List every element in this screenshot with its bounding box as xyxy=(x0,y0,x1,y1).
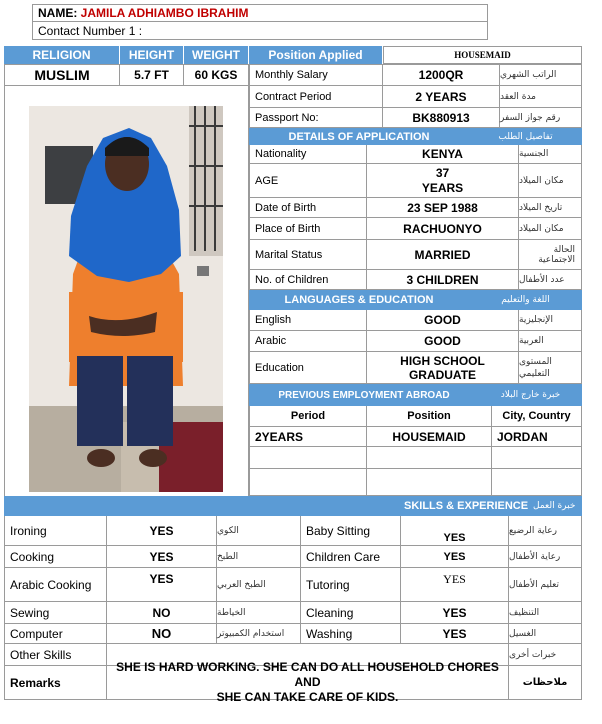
employment-header xyxy=(249,384,582,406)
skill-row xyxy=(4,568,582,602)
education-label: Education xyxy=(249,352,367,384)
remarks-text xyxy=(107,660,509,704)
weight-header: WEIGHT xyxy=(184,46,248,64)
employment-location: JORDAN xyxy=(492,427,582,447)
languages-title: LANGUAGES & EDUCATION xyxy=(284,294,434,306)
employment-period: 2YEARS xyxy=(249,427,367,447)
education-arabic xyxy=(519,352,582,384)
remarks-arabic: ملاحظات xyxy=(509,666,582,700)
employment-title-arabic: خبرة خارج البلاد xyxy=(500,390,561,400)
marital-label: Marital Status xyxy=(249,240,367,270)
skill-cooking-value: YES xyxy=(107,546,217,568)
nationality-arabic: الجنسية xyxy=(519,145,582,164)
weight-value: 60 KGS xyxy=(184,64,249,86)
skill-cleaning-value: YES xyxy=(401,602,509,624)
skills-title-arabic: خبرة العمل xyxy=(533,501,576,511)
pob-label: Place of Birth xyxy=(249,218,367,240)
position-applied-label: Position Applied xyxy=(249,46,383,64)
name-box xyxy=(32,4,488,22)
pob-row xyxy=(249,218,582,240)
nationality-label: Nationality xyxy=(249,145,367,164)
languages-title-arabic: اللغة والتعليم xyxy=(501,295,550,305)
age-unit: YEARS xyxy=(421,180,464,195)
photo-illustration xyxy=(29,106,223,492)
skill-arabiccooking-arabic: الطبخ العربي xyxy=(217,568,301,602)
age-label: AGE xyxy=(249,164,367,198)
english-value: GOOD xyxy=(367,310,519,331)
education-line1: HIGH SCHOOL xyxy=(400,353,485,368)
other-skills-arabic: خبرات أخرى xyxy=(509,644,582,666)
skill-row xyxy=(4,602,582,624)
skill-arabiccooking-value: YES xyxy=(107,568,217,602)
empty-cell xyxy=(249,469,367,496)
marital-row xyxy=(249,240,582,270)
nationality-row xyxy=(249,145,582,164)
arabic-value: GOOD xyxy=(367,331,519,352)
employment-empty-row xyxy=(249,447,582,469)
height-header: HEIGHT xyxy=(120,46,184,64)
children-label: No. of Children xyxy=(249,270,367,290)
contract-value: 2 YEARS xyxy=(383,86,500,108)
col-period: Period xyxy=(249,406,367,427)
remarks-row xyxy=(4,660,582,704)
skill-ironing-label: Ironing xyxy=(4,516,107,546)
application-title-arabic: تفاصيل الطلب xyxy=(498,131,553,142)
skill-tutoring-value: YES xyxy=(401,568,509,602)
skill-babysitting-label: Baby Sitting xyxy=(301,516,401,546)
remarks-label: Remarks xyxy=(4,666,107,700)
skill-childrencare-label: Children Care xyxy=(301,546,401,568)
applicant-photo xyxy=(29,106,223,492)
col-location: City, Country xyxy=(492,406,582,427)
employment-title: PREVIOUS EMPLOYMENT ABROAD xyxy=(278,389,450,401)
salary-row xyxy=(249,64,582,86)
skill-sewing-value: NO xyxy=(107,602,217,624)
contract-arabic: مدة العقد xyxy=(500,86,582,108)
employment-row xyxy=(249,427,582,447)
skill-computer-label: Computer xyxy=(4,624,107,644)
skill-computer-arabic: استخدام الكمبيوتر xyxy=(217,624,301,644)
passport-row xyxy=(249,108,582,128)
age-arabic: مكان الميلاد xyxy=(519,164,582,198)
skill-cleaning-label: Cleaning xyxy=(301,602,401,624)
empty-cell xyxy=(367,447,492,469)
dob-row xyxy=(249,198,582,218)
children-arabic: عدد الأطفال xyxy=(519,270,582,290)
passport-label: Passport No: xyxy=(249,108,383,128)
contact-label: Contact Number 1 : xyxy=(38,23,143,38)
skill-babysitting-value: YES xyxy=(401,516,509,546)
passport-value: BK880913 xyxy=(383,108,500,128)
salary-label: Monthly Salary xyxy=(249,64,383,86)
skill-sewing-arabic: الخياطة xyxy=(217,602,301,624)
contract-row xyxy=(249,86,582,108)
skill-sewing-label: Sewing xyxy=(4,602,107,624)
passport-arabic: رقم جواز السفر xyxy=(500,108,582,128)
education-row xyxy=(249,352,582,384)
position-applied-value: HOUSEMAID xyxy=(383,46,582,64)
employment-col-headers xyxy=(249,406,582,427)
employment-empty-row xyxy=(249,469,582,496)
skill-tutoring-arabic: تعليم الأطفال xyxy=(509,568,582,602)
skill-row xyxy=(4,516,582,546)
skills-header xyxy=(4,496,582,516)
empty-cell xyxy=(367,469,492,496)
age-row xyxy=(249,164,582,198)
languages-header xyxy=(249,290,582,310)
skill-washing-label: Washing xyxy=(301,624,401,644)
skill-childrencare-arabic: رعاية الأطفال xyxy=(509,546,582,568)
children-value: 3 CHILDREN xyxy=(367,270,519,290)
education-value xyxy=(367,352,519,384)
skill-tutoring-label: Tutoring xyxy=(301,568,401,602)
education-line2: GRADUATE xyxy=(408,367,477,382)
arabic-row xyxy=(249,331,582,352)
dob-value: 23 SEP 1988 xyxy=(367,198,519,218)
applicant-name: JAMILA ADHIAMBO IBRAHIM xyxy=(80,6,249,20)
application-title: DETAILS OF APPLICATION xyxy=(288,130,430,143)
arabic-label: Arabic xyxy=(249,331,367,352)
skill-arabiccooking-label: Arabic Cooking xyxy=(4,568,107,602)
skill-cooking-arabic: الطبخ xyxy=(217,546,301,568)
children-row xyxy=(249,270,582,290)
skill-cleaning-arabic: التنظيف xyxy=(509,602,582,624)
col-position: Position xyxy=(367,406,492,427)
application-header xyxy=(249,128,582,145)
english-label: English xyxy=(249,310,367,331)
skill-computer-value: NO xyxy=(107,624,217,644)
skill-childrencare-value: YES xyxy=(401,546,509,568)
skills-title: SKILLS & EXPERIENCE xyxy=(404,500,529,512)
dob-arabic: تاريخ الميلاد xyxy=(519,198,582,218)
education-arabic-line1: المستوى xyxy=(519,356,552,367)
employment-position: HOUSEMAID xyxy=(367,427,492,447)
pob-value: RACHUONYO xyxy=(367,218,519,240)
marital-arabic: الحالة الاجتماعية xyxy=(519,240,582,270)
skill-babysitting-arabic: رعاية الرضيع xyxy=(509,516,582,546)
skill-ironing-value: YES xyxy=(107,516,217,546)
arabic-arabic: العربية xyxy=(519,331,582,352)
religion-value: MUSLIM xyxy=(4,64,120,86)
english-arabic: الإنجليزية xyxy=(519,310,582,331)
skill-washing-arabic: الغسيل xyxy=(509,624,582,644)
contact-box xyxy=(32,22,488,40)
other-skills-label: Other Skills xyxy=(4,644,107,666)
salary-arabic: الراتب الشهري xyxy=(500,64,582,86)
education-arabic-line2: التعليمي xyxy=(519,368,550,379)
contract-label: Contract Period xyxy=(249,86,383,108)
remarks-line2: SHE CAN TAKE CARE OF KIDS. xyxy=(216,690,399,704)
skill-washing-value: YES xyxy=(401,624,509,644)
empty-cell xyxy=(492,447,582,469)
pob-arabic: مكان الميلاد xyxy=(519,218,582,240)
dob-label: Date of Birth xyxy=(249,198,367,218)
marital-value: MARRIED xyxy=(367,240,519,270)
salary-value: 1200QR xyxy=(383,64,500,86)
name-label: NAME: xyxy=(38,6,78,20)
height-value: 5.7 FT xyxy=(120,64,184,86)
skill-row xyxy=(4,546,582,568)
age-number: 37 xyxy=(435,165,450,180)
nationality-value: KENYA xyxy=(367,145,519,164)
english-row xyxy=(249,310,582,331)
skill-ironing-arabic: الكوي xyxy=(217,516,301,546)
skill-row xyxy=(4,624,582,644)
empty-cell xyxy=(249,447,367,469)
religion-header: RELIGION xyxy=(4,46,120,64)
remarks-line1: SHE IS HARD WORKING. SHE CAN DO ALL HOUSEHOLD CHORES AND xyxy=(116,660,499,689)
skill-cooking-label: Cooking xyxy=(4,546,107,568)
empty-cell xyxy=(492,469,582,496)
age-value xyxy=(367,164,519,198)
